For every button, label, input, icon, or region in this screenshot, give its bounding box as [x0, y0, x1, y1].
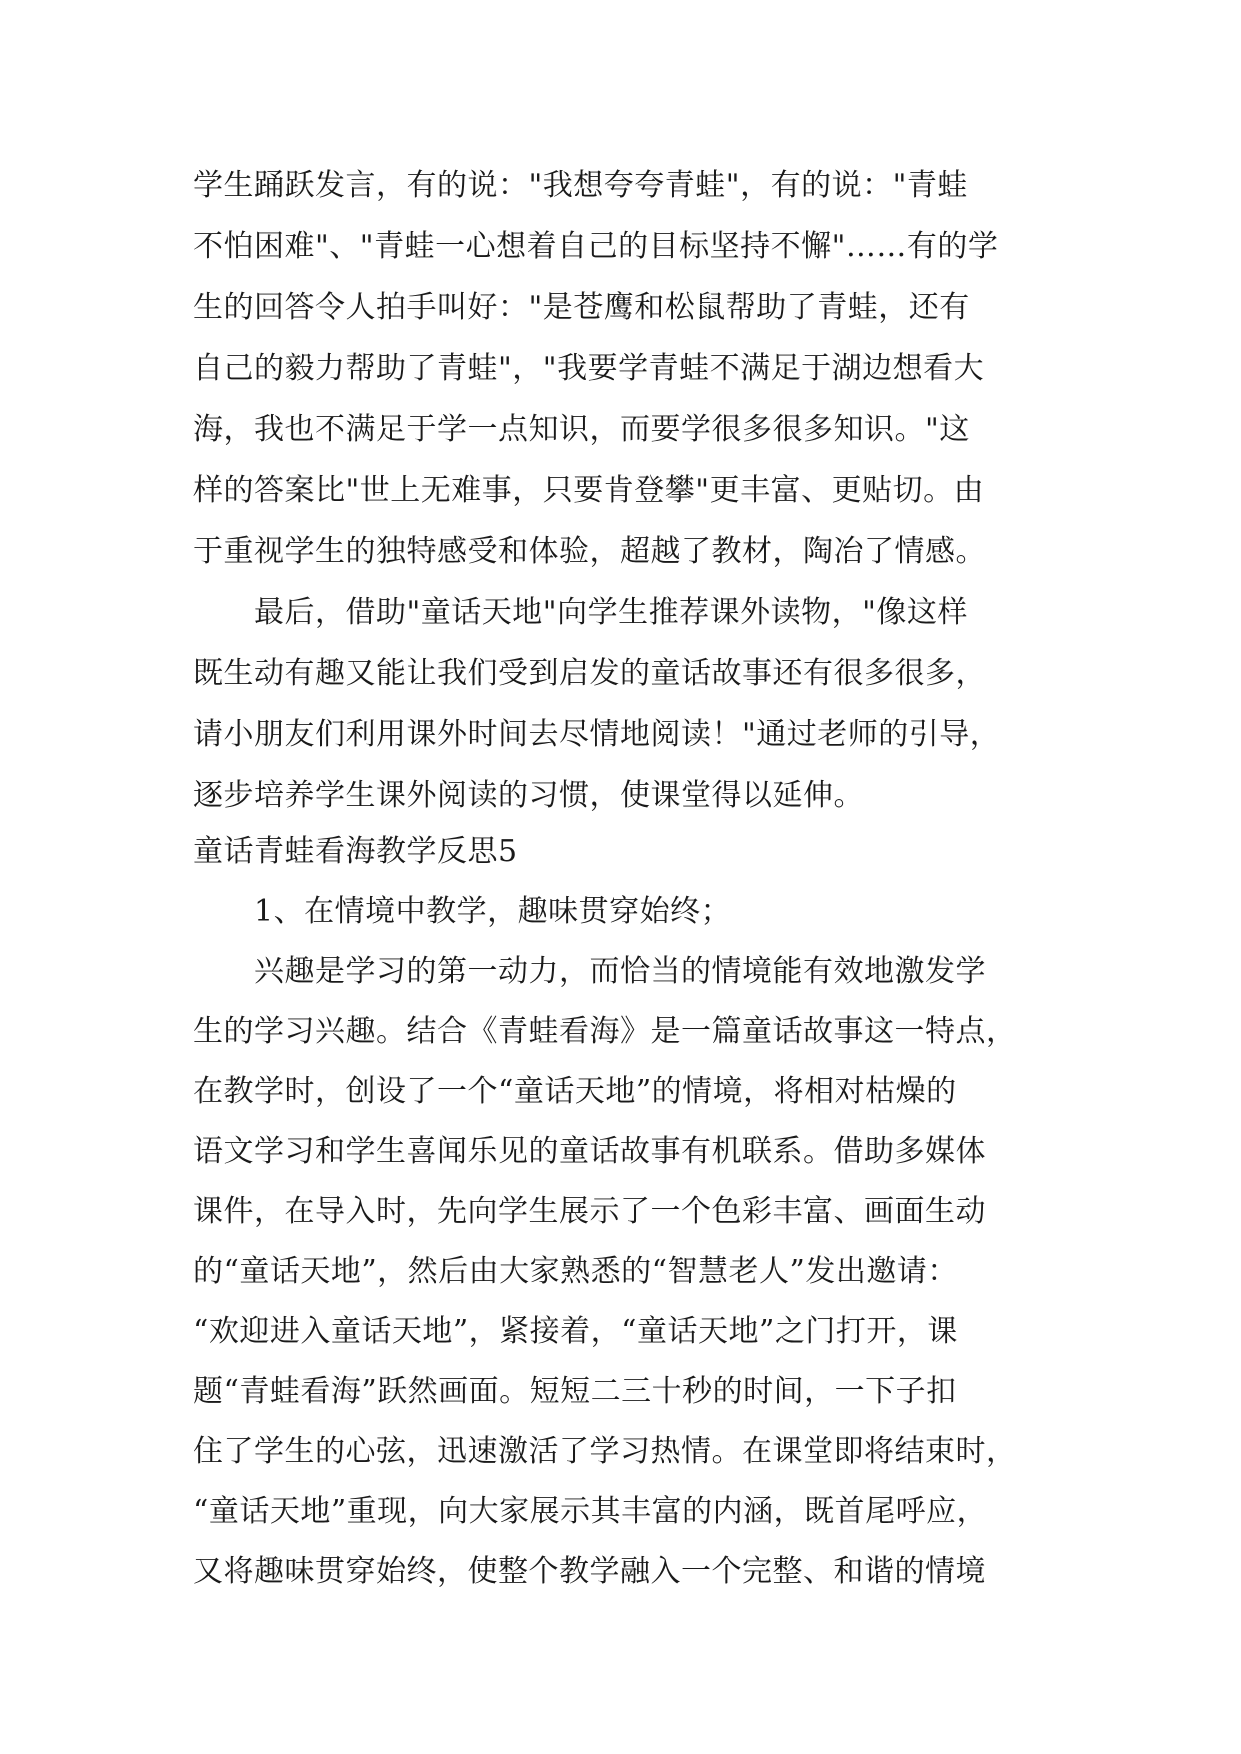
text-line: 既生动有趣又能让我们受到启发的童话故事还有很多很多， — [193, 656, 986, 691]
list-item-heading: 1、在情境中教学，趣味贯穿始终； — [254, 894, 732, 929]
text-line: “童话天地”重现，向大家展示其丰富的内涵，既首尾呼应， — [193, 1494, 988, 1529]
text-line: 又将趣味贯穿始终，使整个教学融入一个完整、和谐的情境 — [193, 1554, 986, 1589]
text-line: 于重视学生的独特感受和体验，超越了教材，陶冶了情感。 — [193, 534, 986, 569]
section-heading: 童话青蛙看海教学反思5 — [193, 834, 518, 869]
text-line: 课件，在导入时，先向学生展示了一个色彩丰富、画面生动 — [193, 1194, 986, 1229]
text-line: 样的答案比"世上无难事，只要肯登攀"更丰富、更贴切。由 — [193, 473, 985, 508]
text-line: 自己的毅力帮助了青蛙"，"我要学青蛙不满足于湖边想看大 — [193, 351, 985, 386]
paragraph-start-line: 最后，借助"童话天地"向学生推荐课外读物，"像这样 — [254, 595, 968, 630]
text-line: 不怕困难"、"青蛙一心想着自己的目标坚持不懈"……有的学 — [193, 229, 999, 264]
text-line: “欢迎进入童话天地”，紧接着，“童话天地”之门打开，课 — [193, 1314, 958, 1349]
text-line: 住了学生的心弦，迅速激活了学习热情。在课堂即将结束时， — [193, 1434, 1017, 1469]
text-line: 在教学时，创设了一个“童话天地”的情境，将相对枯燥的 — [193, 1074, 957, 1109]
text-line: 海，我也不满足于学一点知识，而要学很多很多知识。"这 — [193, 412, 970, 447]
text-line: 语文学习和学生喜闻乐见的童话故事有机联系。借助多媒体 — [193, 1134, 986, 1169]
text-line: 学生踊跃发言，有的说："我想夸夸青蛙"，有的说："青蛙 — [193, 168, 968, 203]
paragraph-start-line: 兴趣是学习的第一动力，而恰当的情境能有效地激发学 — [254, 954, 986, 989]
text-line: 生的学习兴趣。结合《青蛙看海》是一篇童话故事这一特点， — [193, 1014, 1017, 1049]
text-line: 的“童话天地”，然后由大家熟悉的“智慧老人”发出邀请： — [193, 1254, 958, 1289]
text-line: 题“青蛙看海”跃然画面。短短二三十秒的时间，一下子扣 — [193, 1374, 957, 1409]
text-line: 请小朋友们利用课外时间去尽情地阅读！"通过老师的引导， — [193, 717, 1001, 752]
text-line: 逐步培养学生课外阅读的习惯，使课堂得以延伸。 — [193, 778, 864, 813]
text-line: 生的回答令人拍手叫好："是苍鹰和松鼠帮助了青蛙，还有 — [193, 290, 970, 325]
